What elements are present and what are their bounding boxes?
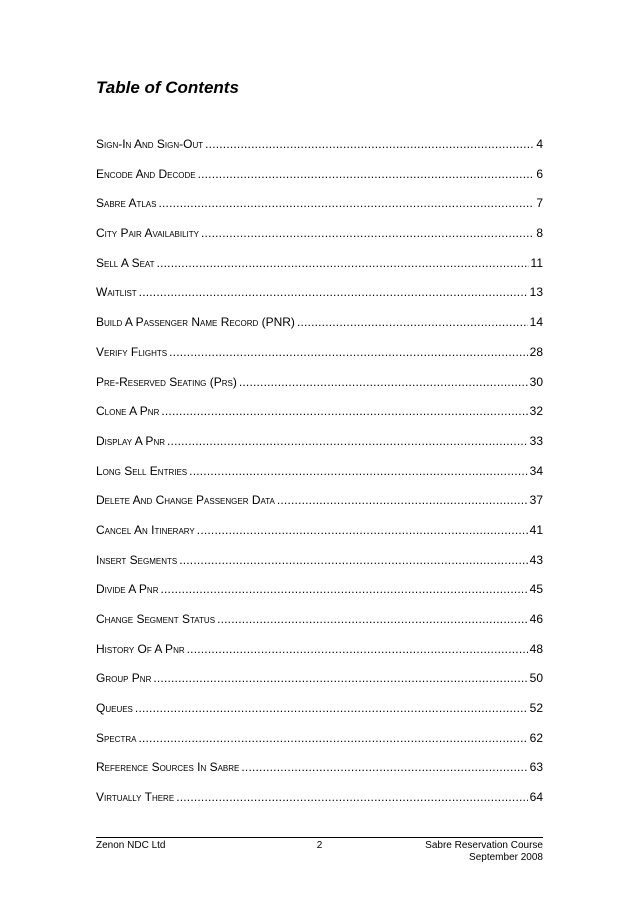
toc-entry-page: 37 — [529, 493, 543, 508]
toc-entry-label: History Of A Pnr — [96, 641, 185, 656]
toc-entry[interactable] — [96, 579, 543, 609]
toc-dot-leader — [297, 312, 528, 332]
toc-dot-leader — [241, 757, 527, 777]
toc-entry-label: Cancel An Itinerary — [96, 522, 195, 537]
toc-entry-label: Spectra — [96, 730, 137, 745]
toc-entry-page: 41 — [529, 522, 543, 537]
footer-company: Zenon NDC Ltd — [96, 840, 166, 851]
toc-entry-label: Long Sell Entries — [96, 463, 188, 478]
toc-entry[interactable] — [96, 609, 543, 639]
toc-dot-leader — [138, 728, 527, 748]
toc-dot-leader — [179, 550, 527, 570]
toc-entry[interactable] — [96, 431, 543, 461]
toc-entry-page: 33 — [529, 433, 543, 448]
toc-entry[interactable] — [96, 639, 543, 669]
toc-entry-label: Encode And Decode — [96, 166, 196, 181]
toc-dot-leader — [198, 164, 535, 184]
toc-entry-label: Reference Sources In Sabre — [96, 760, 240, 775]
toc-dot-leader — [161, 401, 527, 421]
footer-divider — [96, 837, 543, 838]
toc-entry-label: Clone A Pnr — [96, 404, 160, 419]
toc-entry-page: 34 — [529, 463, 543, 478]
toc-entry-label: City Pair Availability — [96, 226, 199, 241]
toc-entry-label: Display A Pnr — [96, 433, 165, 448]
toc-entry-page: 4 — [536, 137, 543, 151]
toc-entry-page: 48 — [529, 641, 543, 656]
toc-entry[interactable] — [96, 550, 543, 580]
toc-dot-leader — [217, 609, 528, 629]
toc-dot-leader — [157, 253, 529, 273]
toc-entry[interactable] — [96, 787, 543, 817]
toc-entry[interactable] — [96, 668, 543, 698]
toc-entry-page: 52 — [529, 701, 543, 716]
toc-entry[interactable] — [96, 490, 543, 520]
toc-entry-label: Sabre Atlas — [96, 196, 157, 211]
toc-entry-label: Insert Segments — [96, 552, 178, 567]
toc-dot-leader — [189, 461, 527, 481]
toc-entry-page: 64 — [529, 790, 543, 805]
toc-entry-page: 7 — [536, 196, 543, 211]
toc-entry[interactable] — [96, 193, 543, 223]
toc-dot-leader — [277, 490, 528, 510]
toc-entry-label: Pre-Reserved Seating (Prs) — [96, 374, 237, 389]
toc-entry-page: 32 — [529, 404, 543, 419]
toc-entry[interactable] — [96, 312, 543, 342]
toc-entry-page: 8 — [536, 226, 543, 241]
toc-entry-page: 14 — [529, 315, 543, 330]
toc-entry-label: Build A Passenger Name Record (PNR) — [96, 315, 295, 330]
toc-entry[interactable] — [96, 282, 543, 312]
toc-entry-label: Group Pnr — [96, 671, 152, 686]
toc-entry-page: 28 — [529, 344, 543, 359]
toc-entry[interactable] — [96, 401, 543, 431]
toc-entry-label: Delete And Change Passenger Data — [96, 493, 275, 508]
toc-entry-page: 62 — [529, 730, 543, 745]
toc-entry[interactable] — [96, 164, 543, 194]
toc-entry[interactable] — [96, 757, 543, 787]
footer-course-title: Sabre Reservation Course — [425, 840, 543, 851]
toc-entry[interactable] — [96, 461, 543, 491]
toc-title: Table of Contents — [96, 78, 239, 97]
toc-dot-leader — [160, 579, 527, 599]
toc-dot-leader — [205, 134, 534, 154]
toc-entry-page: 63 — [529, 760, 543, 775]
toc-entry-label: Verify Flights — [96, 344, 168, 359]
toc-dot-leader — [176, 787, 527, 807]
toc-entry-label: Sign-In And Sign-Out — [96, 137, 204, 151]
toc-dot-leader — [153, 668, 527, 688]
toc-dot-leader — [139, 282, 528, 302]
toc-entry[interactable] — [96, 342, 543, 372]
footer-page-number: 2 — [316, 840, 323, 851]
toc-dot-leader — [169, 342, 528, 362]
toc-entry[interactable] — [96, 520, 543, 550]
toc-entry-label: Sell A Seat — [96, 255, 155, 270]
footer-course-info — [425, 840, 543, 864]
toc-entry-page: 11 — [530, 255, 543, 270]
footer-course-date: September 2008 — [469, 852, 543, 863]
toc-entry-label: Virtually There — [96, 790, 175, 805]
toc-dot-leader — [239, 372, 528, 392]
toc-entry[interactable] — [96, 134, 543, 164]
toc-entry-page: 45 — [529, 582, 543, 597]
toc-dot-leader — [135, 698, 528, 718]
toc-list — [96, 134, 543, 817]
toc-entry-page: 6 — [536, 166, 543, 181]
toc-entry-label: Queues — [96, 701, 133, 716]
toc-dot-leader — [201, 223, 534, 243]
toc-entry-label: Waitlist — [96, 285, 137, 300]
toc-entry[interactable] — [96, 223, 543, 253]
toc-entry-label: Divide A Pnr — [96, 582, 159, 597]
toc-entry[interactable] — [96, 698, 543, 728]
toc-dot-leader — [158, 193, 534, 213]
toc-entry-page: 50 — [529, 671, 543, 686]
toc-entry[interactable] — [96, 372, 543, 402]
toc-entry[interactable] — [96, 728, 543, 758]
toc-dot-leader — [187, 639, 528, 659]
toc-entry-page: 43 — [529, 552, 543, 567]
toc-dot-leader — [167, 431, 528, 451]
page-footer — [96, 840, 543, 874]
toc-entry-page: 46 — [529, 612, 543, 626]
toc-entry[interactable] — [96, 253, 543, 283]
toc-entry-label: Change Segment Status — [96, 612, 216, 626]
toc-entry-page: 30 — [529, 374, 543, 389]
toc-entry-page: 13 — [529, 285, 543, 300]
toc-dot-leader — [197, 520, 528, 540]
